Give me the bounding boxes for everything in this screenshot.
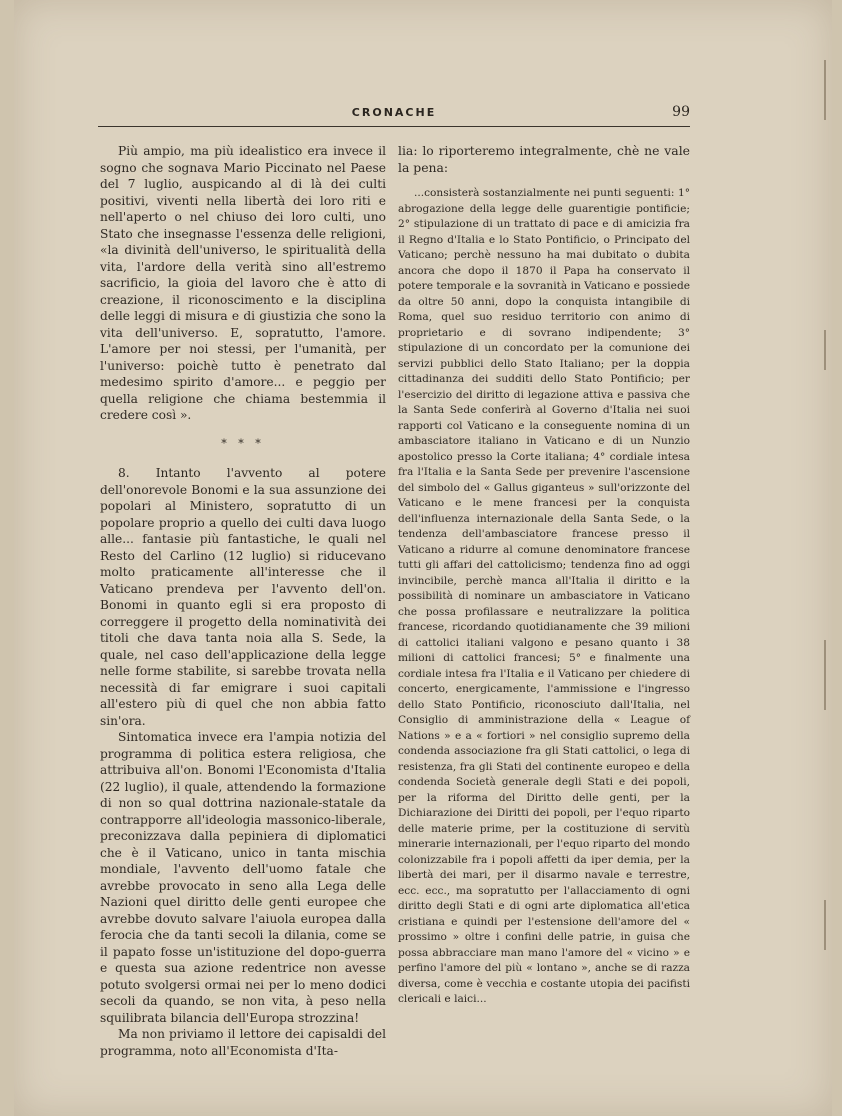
paragraph-continuation: lia: lo riporteremo integralmente, chè ne vale la pena: <box>398 143 690 175</box>
page-edge-mark <box>824 60 826 120</box>
right-column <box>398 143 690 1005</box>
section-separator: * * * <box>221 436 265 450</box>
page-edge-mark <box>824 900 826 950</box>
paragraph: 8. Intanto l'avvento al potere dell'onorevole Bonomi e la sua assunzione dei popolari al Ministero, sopratutto di un popolare proprio a quello dei culti dava luogo alle... fantasie più fantastiche, le quali nel Resto del Carlino (12 luglio) si riducevano molto praticamente all'interesse che il Vaticano prendeva per l'avvento dell'on. Bonomi in quanto egli si era proposto di correggere il progetto della nominatività dei titoli che dava tanta noia alla S. Sede, la quale, nel caso dell'applicazione della legge nelle forme stabilite, si sarebbe trovata nella necessità di far emigrare i suoi capitali all'estero più di quel che non abbia fatto sin'ora. <box>100 466 386 728</box>
paragraph: Più ampio, ma più idealistico era invece il sogno che sognava Mario Piccinato nel Paese del 7 luglio, auspicando al di là dei culti positivi, viventi nella libertà dei loro riti e nell'aperto o nel chiuso dei loro culti, uno Stato che insegnasse l'essenza delle religioni, «la divinità dell'universo, le spiritualità della vita, l'ardore della verità sino all'estremo sacrificio, la gioia del lavoro che è atto di creazione, il riconoscimento e la disciplina delle leggi di misura e di giustizia che sono la vita dell'universo. E, sopratutto, l'amore. L'amore per noi stessi, per l'umanità, per l'universo: poichè tutto è penetrato dal medesimo spirito d'amore... e peggio per quella religione che chiama bestemmia il credere così ». <box>100 144 386 422</box>
page-number: 99 <box>672 104 690 120</box>
left-column <box>100 143 386 1058</box>
page-edge-mark <box>824 640 826 710</box>
section-title: CRONACHE <box>351 106 437 119</box>
block-quote: ...consisterà sostanzialmente nei punti seguenti: 1° abrogazione della legge delle guarentigie pontificie; 2° stipulazione di un trattato di pace e di amicizia fra il Regno d'Italia e lo Stato Pontificio, o Principato del Vaticano; perchè nessuno ha mai dubitato o dubita ancora che dopo il 1870 il Papa ha conservato il potere temporale e la sovranità in Vaticano e possiede da oltre 50 anni, dopo la conquista intangibile di Roma, quel suo residuo territorio con animo di proprietario e di sovrano indipendente; 3° stipulazione di un concordato per la comunione dei servizi pubblici dello Stato Italiano; per la doppia cittadinanza dei sudditi dello Stato Pontificio; per l'esercizio del diritto di legazione attiva e passiva che la Santa Sede conferirà al Governo d'Italia nei suoi rapporti col Vaticano e la conseguente nomina di un ambasciatore italiano in Vaticano e di un Nunzio apostolico presso la Corte italiana; 4° cordiale intesa fra l'Italia e la Santa Sede per prevenire l'ascensione del simbolo del « Gallus giganteus » sull'orizzonte del Vaticano e le mene francesi per la conquista dell'influenza internazionale della Santa Sede, o la tendenza dell'ambasciatore francese presso il Vaticano a ridurre al comune denominatore francese tutti gli affari del cattolicismo; tendenza fino ad oggi invincibile, perchè manca all'Italia il diritto e la possibilità di nominare un ambasciatore in Vaticano che possa profilassare e neutralizzare la politica francese, ricordando quotidianamente che 39 milioni di cattolici italiani valgono e pesano quanto i 38 milioni di cattolici francesi; 5° e finalmente una cordiale intesa fra l'Italia e il Vaticano per chiedere di concerto, energicamente, l'ammissione e l'ingresso dello Stato Pontificio, riconosciuto dall'Italia, nel Consiglio di amministrazione della « League of Nations » e a « fortiori » nel consiglio supremo della condenda associazione fra gli Stati cattolici, o lega di resistenza, fra gli Stati del continente europeo e della condenda Società generale degli Stati e dei popoli, per la riforma del Diritto delle genti, per la Dichiarazione dei Diritti dei popoli, per l'equo riparto delle materie prime, per la costituzione di servitù minerarie internazionali, per l'equo riparto del mondo colonizzabile fra i popoli affetti da iper demia, per la libertà dei mari, per il disarmo navale e terrestre, ecc. ecc., ma sopratutto per l'allacciamento di ogni diritto degli Stati e di ogni arte diplomatica all'etica cristiana e quindi per l'estensione dell'amore del « prossimo » oltre i confini delle patrie, in guisa che possa abbracciare man mano l'amore del « vicino » e perfino l'amore del più « lontano », anche se di razza diversa, come è vecchia e costante utopia dei pacifisti clericali e laici... <box>398 187 690 1005</box>
page-edge-mark <box>824 330 826 370</box>
paragraph: Sintomatica invece era l'ampia notizia del programma di politica estera religiosa, che attribuiva all'on. Bonomi l'Economista d'Italia (22 luglio), il quale, attendendo la formazione di non so qual dottrina nazionale-statale da contrapporre all'ideologia massonico-liberale, preconizzava dalla pepiniera di diplomatici che è il Vaticano, unico in tanta mischia mondiale, l'avvento dell'uomo fatale che avrebbe provocato in seno alla Lega delle Nazioni quel diritto delle genti europee che avrebbe dovuto salvare l'aiuola europea dalla ferocia che da tanti secoli la dilania, come se il papato fosse un'istituzione del dopo-guerra e questa sua azione redentrice non avesse potuto svolgersi ormai nei per lo meno dodici secoli da quando, se non vita, à peso nella squilibrata bilancia dell'Europa strozzina! <box>100 730 386 1025</box>
running-head <box>98 104 690 127</box>
paragraph: Ma non priviamo il lettore dei capisaldi del programma, noto all'Economista d'Ita- <box>100 1027 386 1058</box>
